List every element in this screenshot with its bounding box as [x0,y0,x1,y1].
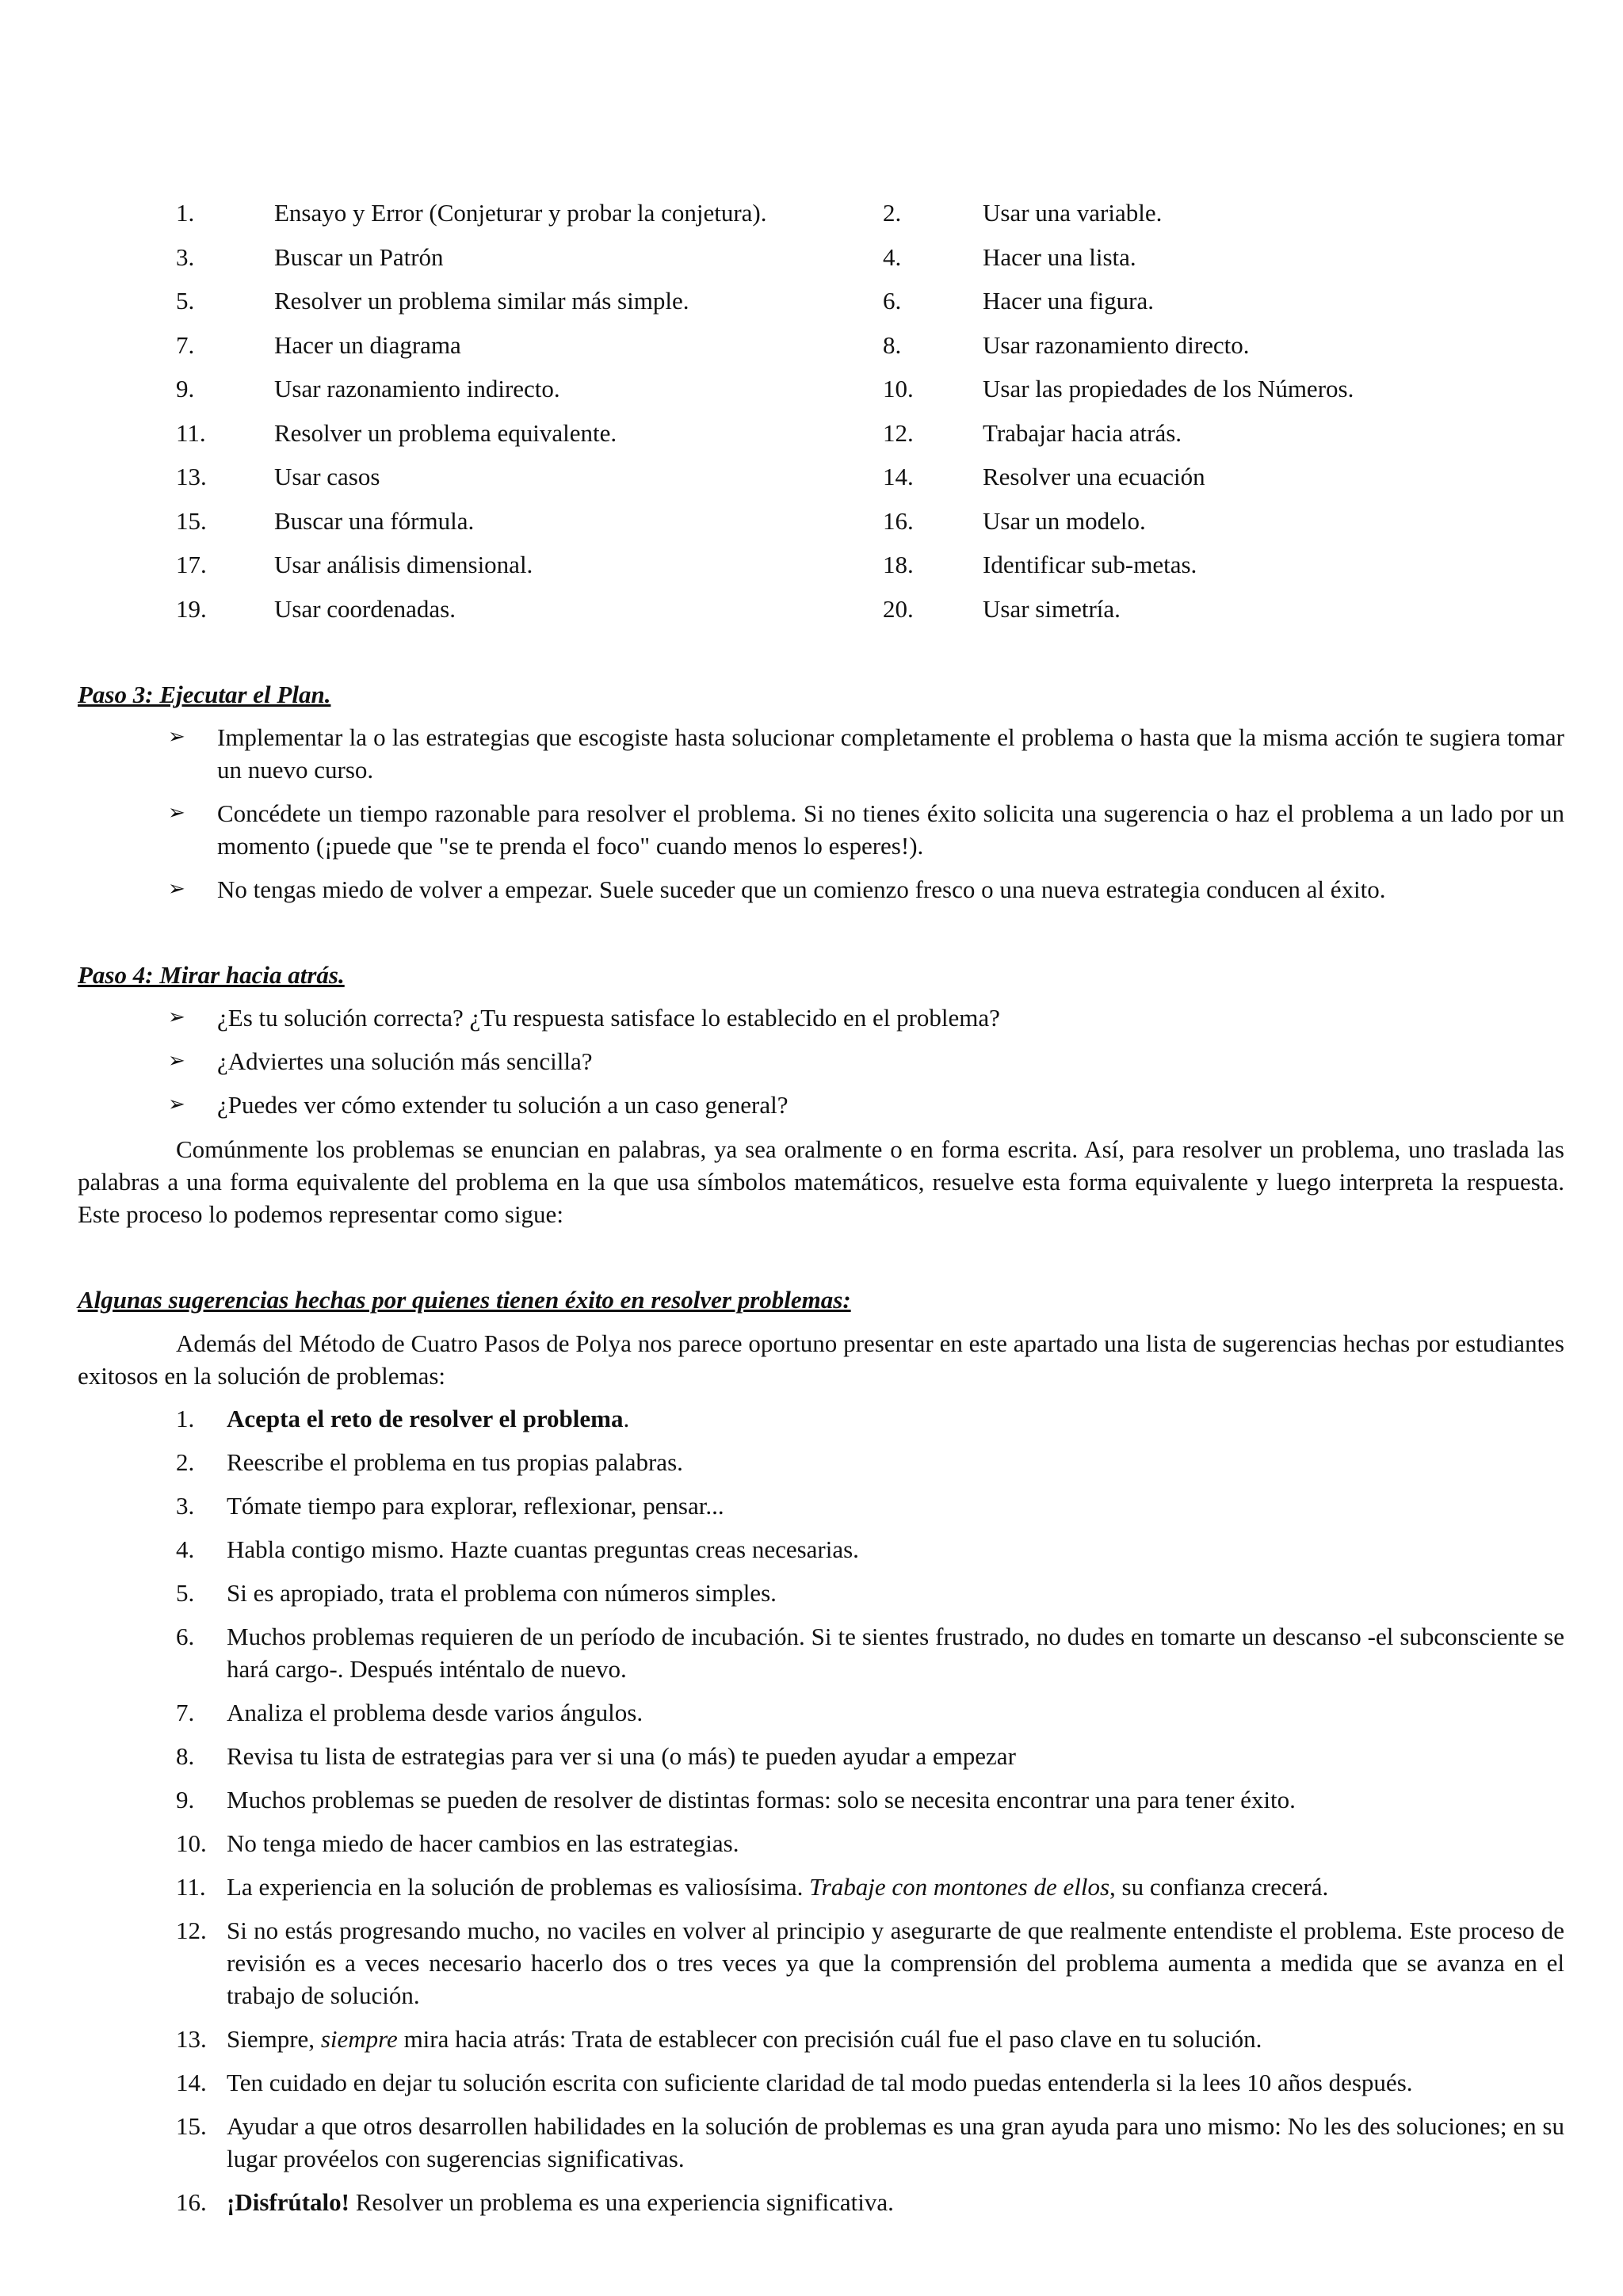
paso4-list [0,1001,1623,1132]
strategy-number: 14. [883,463,914,490]
strategy-text: Hacer una lista. [983,242,1136,271]
strategy-number: 7. [176,330,195,359]
list-item-text: La experiencia en la solución de problemas es valiosísima. [227,1873,810,1901]
list-item-text: Siempre, [227,2025,321,2053]
list-item-text: Si no estás progresando mucho, no vaciles en volver al principio y asegurarte de que realmente entendiste el problema. Este proceso de revisión es a veces necesario hacerlo dos o tres veces ya que la comprensión del problema aumenta a medida que se avanza en el trabajo de solución. [227,1917,1564,2009]
list-item-text: Si es apropiado, trata el problema con números simples. [227,1579,777,1607]
list-item-text: Analiza el problema desde varios ángulos. [227,1699,643,1726]
list-number: 13. [176,2025,207,2053]
list-item [0,2066,1564,2099]
strategy-text: Ensayo y Error (Conjeturar y probar la conjetura). [274,199,767,227]
list-item-text: No tenga miedo de hacer cambios en las estrategias. [227,1829,739,1857]
list-item-text: Muchos problemas requieren de un período de incubación. Si te sientes frustrado, no dudes en tomarte un descanso -el subconsciente se hará cargo-. Después inténtalo de nuevo. [227,1623,1564,1683]
sugerencias-list [0,1402,1623,2229]
arrow-bullet-icon: ➢ [168,725,185,749]
list-number: 11. [176,1873,206,1901]
list-item [0,1914,1564,2012]
arrow-bullet-icon: ➢ [168,1049,185,1073]
strategy-row [0,417,1623,461]
strategy-number: 13. [176,463,207,490]
strategy-row [0,548,1623,593]
list-item-text: ¿Puedes ver cómo extender tu solución a un caso general? [217,1091,789,1119]
list-number: 9. [176,1786,195,1814]
strategy-text: Usar las propiedades de los Números. [983,375,1354,402]
strategy-table [0,196,1623,636]
list-item-text: Ten cuidado en dejar tu solución escrita con suficiente claridad de tal modo puedas entenderla si la lees 10 años después. [227,2069,1413,2096]
list-item-text: Implementar la o las estrategias que escogiste hasta solucionar completamente el problema o hasta que la misma acción te sugiera tomar un nuevo curso. [217,723,1564,784]
list-item [0,1446,1564,1478]
list-item [0,1489,1564,1522]
list-item [0,2023,1564,2055]
strategy-number: 17. [176,551,207,578]
list-number: 2. [176,1448,195,1476]
strategy-row [0,372,1623,417]
list-item [0,2186,1564,2218]
list-item-text: Habla contigo mismo. Hazte cuantas preguntas creas necesarias. [227,1535,859,1563]
list-item [0,797,1564,862]
list-item-text: ¿Es tu solución correcta? ¿Tu respuesta satisface lo establecido en el problema? [217,1004,1000,1032]
sugerencias-intro: Además del Método de Cuatro Pasos de Polya nos parece oportuno presentar en este apartado una lista de sugerencias hechas por estudiantes exitosos en la solución de problemas: [78,1329,1564,1390]
list-item-text: Reescribe el problema en tus propias palabras. [227,1448,683,1476]
strategy-number: 8. [883,330,902,359]
paso4-paragraph: Comúnmente los problemas se enuncian en palabras, ya sea oralmente o en forma escrita. Así, para resolver un problema, uno traslada las palabras a una forma equivalente del problema en la que usa símbolos matemáticos, resuelve esta forma equivalente y luego interpreta la respuesta. Este proceso lo podemos representar como sigue: [78,1135,1564,1228]
strategy-text: Usar una variable. [983,199,1163,227]
strategy-row [0,241,1623,285]
list-item-text: , su confianza crecerá. [1109,1873,1329,1901]
strategy-text: Usar casos [274,463,380,490]
list-item-text: Revisa tu lista de estrategias para ver si una (o más) te pueden ayudar a empezar [227,1742,1016,1770]
strategy-number: 16. [883,506,914,535]
list-item [0,2110,1564,2175]
strategy-text: Usar un modelo. [983,506,1146,535]
list-number: 16. [176,2188,207,2216]
strategy-number: 15. [176,506,207,535]
list-item [0,873,1564,906]
list-item-text: Concédete un tiempo razonable para resolver el problema. Si no tienes éxito solicita una sugerencia o haz el problema a un lado por un momento (¡puede que "se te prenda el foco" cuando menos lo esperes!). [217,799,1564,860]
arrow-bullet-icon: ➢ [168,1005,185,1029]
list-item-text: Muchos problemas se pueden de resolver de distintas formas: solo se necesita encontrar una para tener éxito. [227,1786,1296,1814]
strategy-text: Hacer un diagrama [274,330,461,359]
strategy-text: Usar simetría. [983,594,1121,623]
strategy-number: 4. [883,242,902,271]
strategy-number: 10. [883,375,914,402]
list-item-text: ¿Adviertes una solución más sencilla? [217,1047,593,1075]
strategy-row [0,593,1623,637]
strategy-text: Identificar sub-metas. [983,551,1197,578]
strategy-text: Hacer una figura. [983,287,1155,315]
strategy-text: Usar razonamiento directo. [983,330,1250,359]
paso4-heading: Paso 4: Mirar hacia atrás. [78,961,345,989]
strategy-text: Resolver un problema equivalente. [274,418,617,447]
paso3-list [0,721,1623,917]
list-item-text: Resolver un problema es una experiencia significativa. [349,2188,894,2216]
list-item [0,721,1564,786]
strategy-text: Usar coordenadas. [274,594,456,623]
strategy-row [0,505,1623,549]
list-item [0,1783,1564,1816]
italic-text: Trabaje con montones de ellos [809,1873,1110,1901]
strategy-number: 6. [883,287,902,315]
italic-text: siempre [320,2025,398,2053]
strategy-text: Buscar una fórmula. [274,506,475,535]
list-item [0,1001,1564,1034]
strategy-text: Resolver una ecuación [983,463,1205,490]
strategy-text: Usar razonamiento indirecto. [274,375,560,402]
strategy-row [0,284,1623,329]
list-number: 14. [176,2069,207,2096]
list-number: 15. [176,2112,207,2140]
list-item [0,1045,1564,1077]
list-item [0,1533,1564,1566]
list-number: 1. [176,1405,195,1432]
list-number: 7. [176,1699,195,1726]
strategy-number: 18. [883,551,914,578]
list-item [0,1620,1564,1685]
list-number: 4. [176,1535,195,1563]
strategy-row [0,460,1623,505]
strategy-number: 20. [883,594,914,623]
strategy-row [0,196,1623,241]
strategy-number: 12. [883,418,914,447]
list-item [0,1740,1564,1772]
arrow-bullet-icon: ➢ [168,1093,185,1116]
list-item-text: Ayudar a que otros desarrollen habilidades en la solución de problemas es una gran ayuda para uno mismo: No les des soluciones; en su lugar provéelos con sugerencias significativas. [227,2112,1564,2172]
list-item-text: No tengas miedo de volver a empezar. Suele suceder que un comienzo fresco o una nueva estrategia conducen al éxito. [217,875,1386,903]
list-number: 8. [176,1742,195,1770]
arrow-bullet-icon: ➢ [168,801,185,825]
strategy-number: 19. [176,594,207,623]
list-item-text: mira hacia atrás: Trata de establecer con precisión cuál fue el paso clave en tu solución. [397,2025,1262,2053]
strategy-text: Usar análisis dimensional. [274,551,533,578]
sugerencias-heading: Algunas sugerencias hechas por quienes tienen éxito en resolver problemas: [78,1286,851,1314]
bold-text: ¡Disfrútalo! [227,2188,349,2216]
list-item [0,1696,1564,1729]
list-number: 10. [176,1829,207,1857]
list-item [0,1577,1564,1609]
list-number: 6. [176,1623,195,1650]
strategy-text: Buscar un Patrón [274,242,444,271]
list-number: 5. [176,1579,195,1607]
arrow-bullet-icon: ➢ [168,877,185,901]
list-item [0,1871,1564,1903]
paso3-heading: Paso 3: Ejecutar el Plan. [78,681,331,708]
bold-text: Acepta el reto de resolver el problema [227,1405,624,1432]
strategy-row [0,329,1623,373]
strategy-text: Resolver un problema similar más simple. [274,287,689,315]
list-item-text: . [623,1405,630,1432]
strategy-number: 1. [176,199,195,227]
list-item-text: Tómate tiempo para explorar, reflexionar, pensar... [227,1492,724,1520]
list-number: 3. [176,1492,195,1520]
list-item [0,1089,1564,1121]
strategy-number: 9. [176,375,195,402]
strategy-number: 3. [176,242,195,271]
strategy-number: 5. [176,287,195,315]
list-number: 12. [176,1917,207,1944]
list-item [0,1827,1564,1859]
list-item [0,1402,1564,1435]
strategy-text: Trabajar hacia atrás. [983,418,1182,447]
strategy-number: 2. [883,199,902,227]
strategy-number: 11. [176,418,206,447]
